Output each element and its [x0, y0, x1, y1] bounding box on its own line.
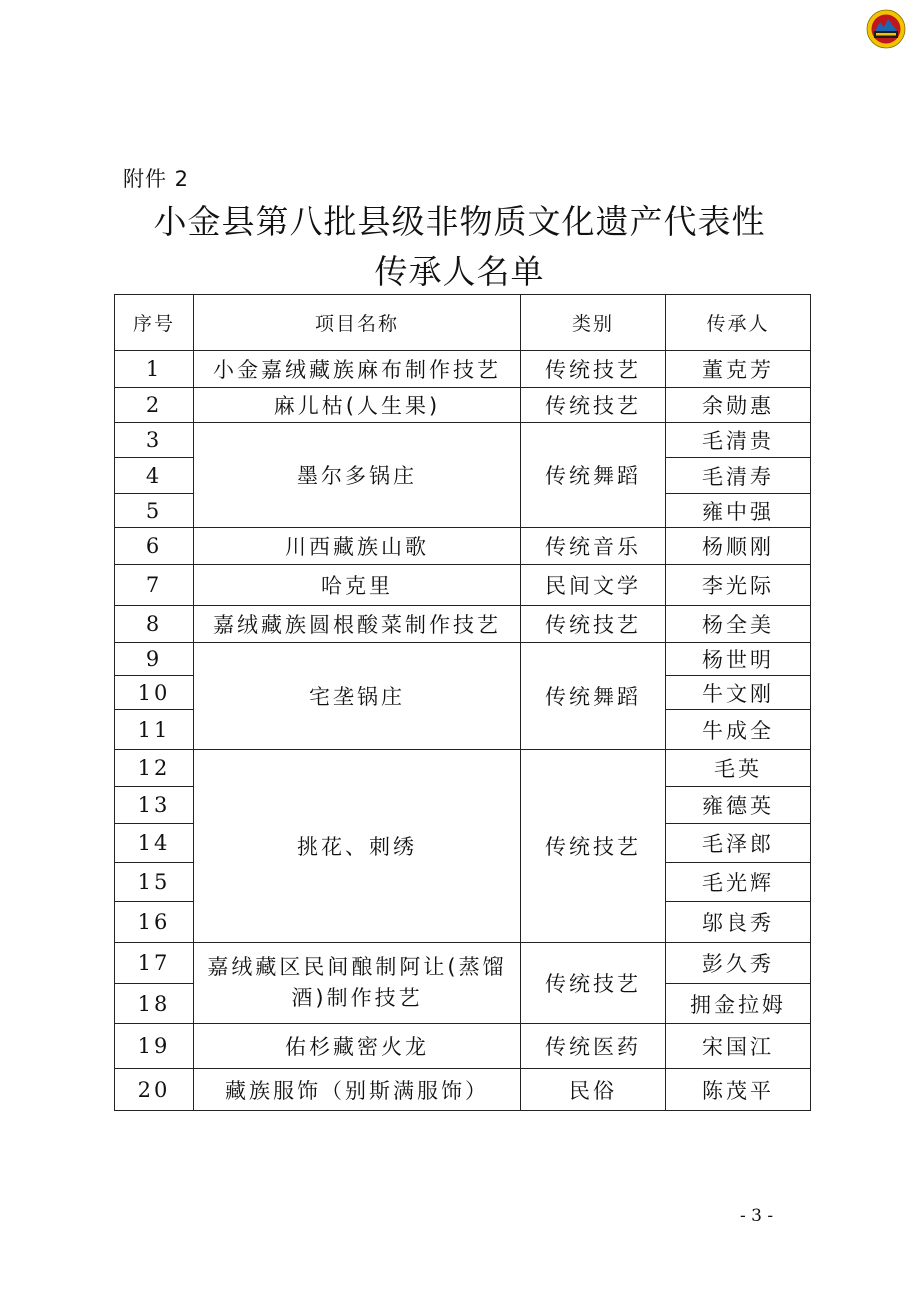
row-category: 传统音乐 — [521, 528, 666, 565]
row-inheritor: 李光际 — [666, 565, 811, 606]
row-seq: 2 — [115, 388, 194, 423]
inheritor-roster-table — [114, 294, 811, 1111]
page-number: - 3 - — [740, 1206, 774, 1226]
row-category: 传统舞蹈 — [521, 643, 666, 750]
document-title-line-2: 传承人名单 — [374, 252, 545, 291]
row-seq: 5 — [115, 494, 194, 528]
row-inheritor: 董克芳 — [666, 351, 811, 388]
row-project: 小金嘉绒藏族麻布制作技艺 — [194, 351, 521, 388]
row-inheritor: 雍德英 — [666, 787, 811, 824]
header-inheritor: 传承人 — [666, 295, 811, 351]
table-row — [115, 1024, 811, 1069]
row-project: 墨尔多锅庄 — [194, 423, 521, 528]
row-category: 民俗 — [521, 1069, 666, 1111]
row-inheritor: 毛光辉 — [666, 863, 811, 902]
row-project: 麻儿枯(人生果) — [194, 388, 521, 423]
table-row — [115, 388, 811, 423]
row-inheritor: 毛清贵 — [666, 423, 811, 458]
row-project: 藏族服饰（别斯满服饰） — [194, 1069, 521, 1111]
table-row — [115, 606, 811, 643]
row-inheritor: 杨顺刚 — [666, 528, 811, 565]
row-seq: 4 — [115, 458, 194, 494]
row-project: 川西藏族山歌 — [194, 528, 521, 565]
row-category: 传统舞蹈 — [521, 423, 666, 528]
row-inheritor: 杨全美 — [666, 606, 811, 643]
row-inheritor: 陈茂平 — [666, 1069, 811, 1111]
table-row — [115, 750, 811, 787]
header-seq: 序号 — [115, 295, 194, 351]
row-seq: 20 — [115, 1069, 194, 1111]
table-row — [115, 643, 811, 676]
row-category: 传统技艺 — [521, 351, 666, 388]
row-seq: 16 — [115, 902, 194, 943]
header-project: 项目名称 — [194, 295, 521, 351]
row-category: 传统医药 — [521, 1024, 666, 1069]
row-seq: 11 — [115, 710, 194, 750]
row-inheritor: 毛泽郎 — [666, 824, 811, 863]
table-row — [115, 943, 811, 984]
row-project: 嘉绒藏区民间酿制阿让(蒸馏酒)制作技艺 — [194, 943, 521, 1024]
row-seq: 9 — [115, 643, 194, 676]
row-inheritor: 余勋惠 — [666, 388, 811, 423]
row-seq: 19 — [115, 1024, 194, 1069]
row-seq: 17 — [115, 943, 194, 984]
row-project: 哈克里 — [194, 565, 521, 606]
row-inheritor: 邬良秀 — [666, 902, 811, 943]
row-category: 传统技艺 — [521, 943, 666, 1024]
row-inheritor: 毛清寿 — [666, 458, 811, 494]
row-category: 传统技艺 — [521, 606, 666, 643]
row-seq: 10 — [115, 676, 194, 710]
row-seq: 1 — [115, 351, 194, 388]
row-project: 挑花、刺绣 — [194, 750, 521, 943]
row-inheritor: 杨世明 — [666, 643, 811, 676]
row-project: 嘉绒藏族圆根酸菜制作技艺 — [194, 606, 521, 643]
table-row — [115, 565, 811, 606]
row-inheritor: 彭久秀 — [666, 943, 811, 984]
row-seq: 13 — [115, 787, 194, 824]
row-inheritor: 雍中强 — [666, 494, 811, 528]
row-inheritor: 毛英 — [666, 750, 811, 787]
row-project: 佑杉藏密火龙 — [194, 1024, 521, 1069]
header-category: 类别 — [521, 295, 666, 351]
row-inheritor: 牛成全 — [666, 710, 811, 750]
row-seq: 14 — [115, 824, 194, 863]
row-category: 传统技艺 — [521, 388, 666, 423]
table-header-row — [115, 295, 811, 351]
table-row — [115, 528, 811, 565]
emblem-seal-icon — [866, 9, 906, 49]
row-seq: 7 — [115, 565, 194, 606]
row-seq: 15 — [115, 863, 194, 902]
row-category: 传统技艺 — [521, 750, 666, 943]
row-seq: 12 — [115, 750, 194, 787]
row-seq: 8 — [115, 606, 194, 643]
row-seq: 3 — [115, 423, 194, 458]
row-seq: 6 — [115, 528, 194, 565]
table-row — [115, 1069, 811, 1111]
row-project: 宅垄锅庄 — [194, 643, 521, 750]
table-row — [115, 423, 811, 458]
attachment-label: 附件 2 — [123, 167, 190, 191]
document-title-line-1: 小金县第八批县级非物质文化遗产代表性 — [153, 202, 766, 241]
row-inheritor: 牛文刚 — [666, 676, 811, 710]
row-category: 民间文学 — [521, 565, 666, 606]
row-inheritor: 拥金拉姆 — [666, 984, 811, 1024]
row-inheritor: 宋国江 — [666, 1024, 811, 1069]
table-row — [115, 351, 811, 388]
row-seq: 18 — [115, 984, 194, 1024]
